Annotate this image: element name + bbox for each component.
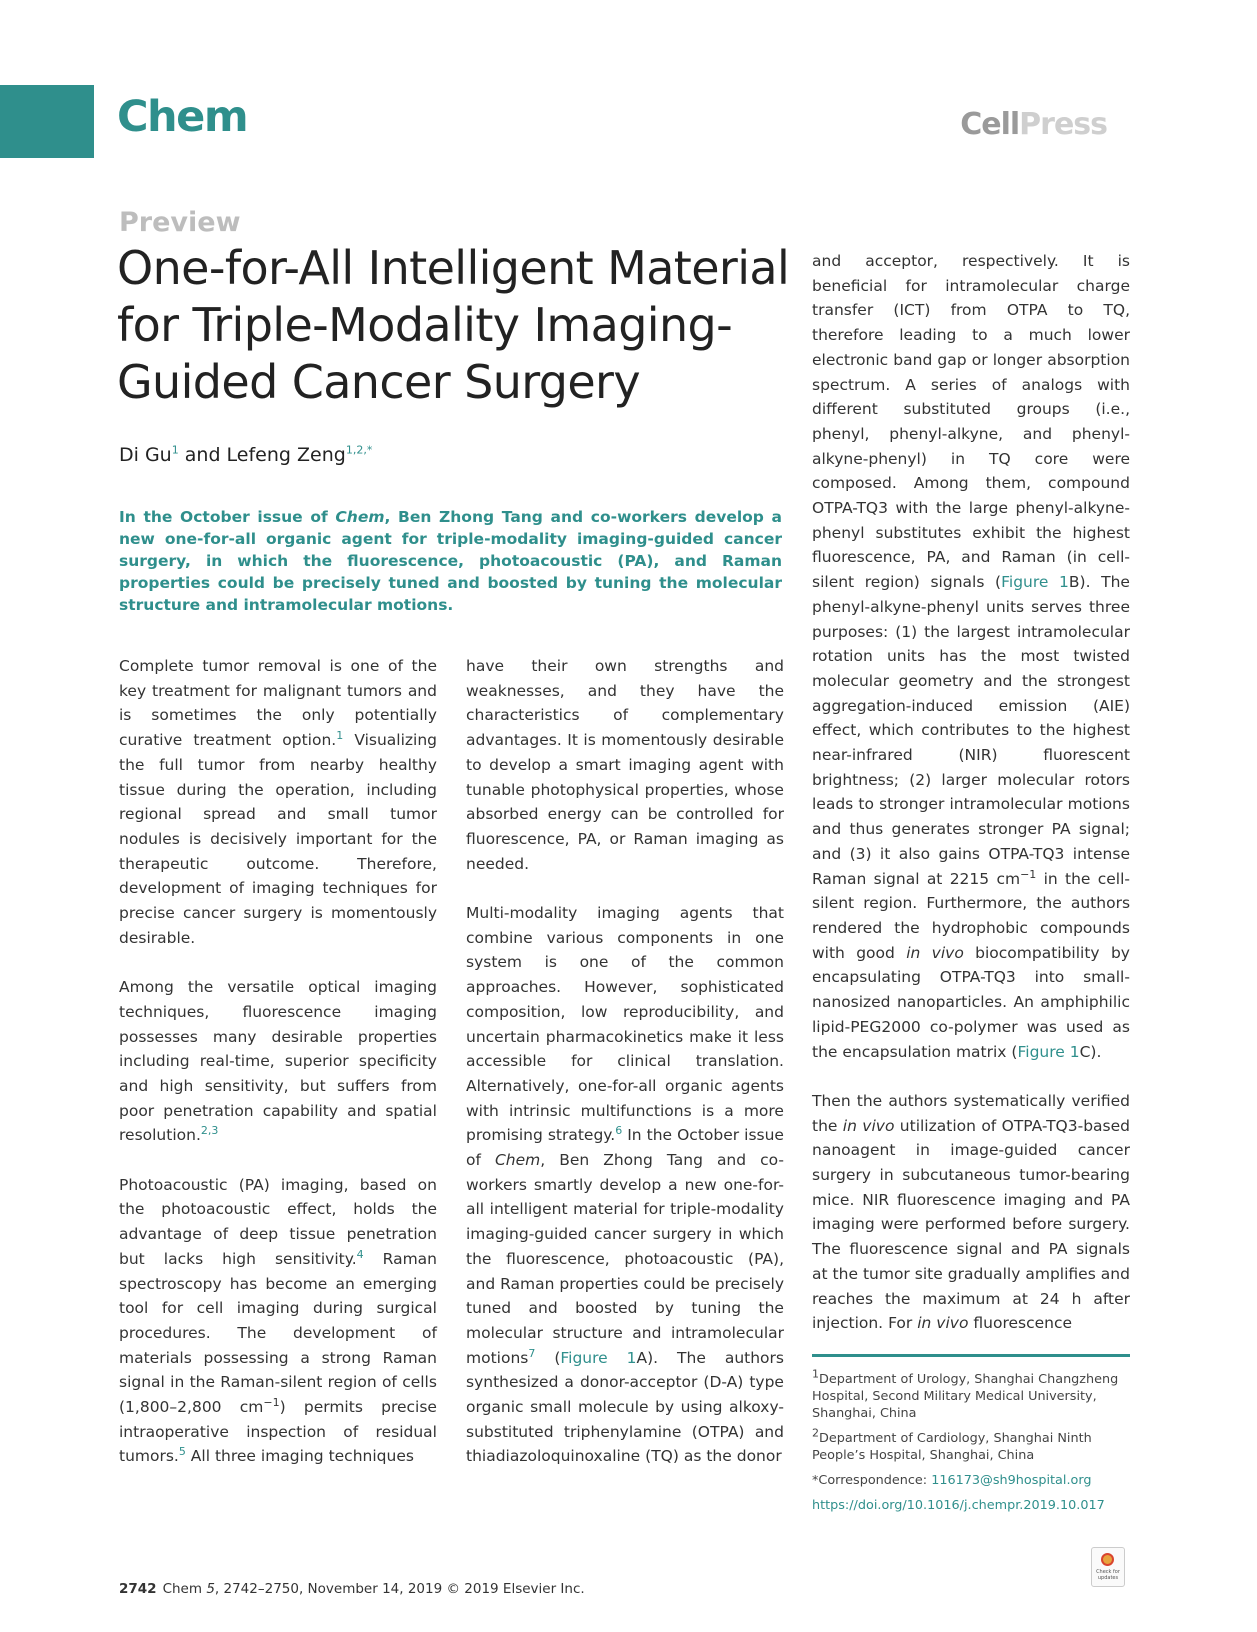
reference-link[interactable]: 6	[615, 1124, 623, 1138]
author-line	[119, 444, 372, 466]
email-link[interactable]: 116173@sh9hospital.org	[931, 1473, 1092, 1488]
body-paragraph: Among the versatile optical imaging techniques, fluorescence imaging possesses many desirable properties including real-time, superior specificity and high sensitivity, but suffers from poor penetration capability and spatial resolution.$^{2,3}$	[119, 978, 438, 1145]
update-badge-icon	[1101, 1553, 1114, 1566]
body-column-3	[812, 249, 1131, 1333]
publisher-logo-part2: Press	[1019, 107, 1107, 142]
reference-link[interactable]: 5	[178, 1445, 186, 1459]
affiliation-note: $^2$Department of Cardiology, Shanghai Ninth People’s Hospital, Shanghai, China	[812, 1426, 1092, 1463]
author-name: Lefeng Zeng	[226, 444, 346, 466]
figure-link[interactable]: Figure 1	[1017, 1042, 1080, 1061]
journal-name: Chem	[117, 92, 248, 142]
figure-link[interactable]: Figure 1	[1001, 573, 1069, 592]
author-name: Di Gu	[119, 444, 172, 466]
article-title: One-for-All Intelligent Material for Triple-Modality Imaging-Guided Cancer Surgery	[117, 241, 790, 409]
page-number: 2742	[119, 1581, 157, 1597]
author-separator: and	[178, 444, 227, 466]
summary-paragraph: In the October issue of Chem, Ben Zhong Tang and co-workers develop a new one-for-all organic agent for triple-modality imaging-guided cancer surgery, in which the fluorescence, photoacoustic (PA), and Raman properties could be precisely tuned and boosted by tuning the molecular structure and intramolecular motions.	[119, 508, 782, 614]
body-paragraph: and acceptor, respectively. It is beneficial for intramolecular charge transfer (ICT) from OTPA to TQ, therefore leading to a much lower electronic band gap or longer absorption spectrum. A series of analogs with different substituted groups (i.e., phenyl, phenyl-alkyne, and phenyl-alkyne-phenyl) in TQ core were composed. Among them, compound OTPA-TQ3 with the large phenyl-alkyne-phenyl substitutes exhibit the highest fluorescence, PA, and Raman (in cell-silent region) signals (Figure 1B). The phenyl-alkyne-phenyl units serves three purposes: (1) the largest intramolecular rotation units has the most twisted molecular geometry and the strongest aggregation-induced emission (AIE) effect, which contributes to the highest near-infrared (NIR) fluorescent brightness; (2) larger molecular rotors leads to stronger intramolecular motions and thus generates stronger PA signal; and (3) it also gains OTPA-TQ3 intense Raman signal at 2215 $cm^{-1}$ in the cell-silent region. Furthermore, the authors rendered the hydrophobic compounds with good in vivo biocompatibility by encapsulating OTPA-TQ3 into small-nanosized nanoparticles. An amphiphilic lipid-PEG2000 co-polymer was used as the encapsulation matrix (Figure 1C).	[812, 252, 1131, 1061]
journal-color-block	[0, 85, 94, 158]
correspondence-link[interactable]: *	[366, 443, 373, 457]
body-paragraph: Then the authors systematically verified the in vivo utilization of OTPA-TQ3-based nanoagent in image-guided cancer surgery in subcutaneous tumor-bearing mice. NIR fluorescence imaging and PA imaging were performed before surgery. The fluorescence signal and PA signals at the tumor site gradually amplifies and reaches the maximum at 24 h after injection. For in vivo fluorescence	[812, 1091, 1131, 1333]
reference-link[interactable]: 4	[356, 1247, 364, 1261]
reference-link[interactable]: 1	[336, 728, 344, 742]
body-paragraph: Complete tumor removal is one of the key treatment for malignant tumors and is sometimes the only potentially curative treatment option.$^1$ Visualizing the full tumor from nearby healthy tissue during the operation, including regional spread and small tumor nodules is decisively important for the therapeutic outcome. Therefore, development of imaging techniques for precise cancer surgery is momentously desirable.	[119, 657, 437, 947]
affiliation-link[interactable]: 1,2,	[345, 443, 367, 457]
affiliation-link[interactable]: 1	[171, 443, 179, 457]
reference-link[interactable]: 7	[528, 1346, 536, 1360]
check-for-updates-badge[interactable]: Check for updates	[1091, 1547, 1125, 1587]
affiliation-note: $^1$Department of Urology, Shanghai Changzheng Hospital, Second Military Medical University, Shanghai, China	[812, 1367, 1119, 1421]
body-paragraph: Multi-modality imaging agents that combine various components in one system is one of the common approaches. However, sophisticated composition, low reproducibility, and uncertain pharmacokinetics make it less accessible for clinical translation. Alternatively, one-for-all organic agents with intrinsic multifunctions is a more promising strategy.$^6$ In the October issue of Chem, Ben Zhong Tang and co-workers smartly develop a new one-for-all intelligent material for triple-modality imaging-guided cancer surgery in which the fluorescence, photoacoustic (PA), and Raman properties could be precisely tuned and boosted by tuning the molecular structure and intramolecular motions$^7$ (Figure 1A). The authors synthesized a donor-acceptor (D-A) type organic small molecule by using alkoxy-substituted triphenylamine (OTPA) and thiadiazoloquinoxaline (TQ) as the donor	[466, 904, 785, 1466]
footnotes	[812, 1354, 1130, 1522]
publisher-logo-part1: Cell	[960, 107, 1020, 142]
correspondence-note: *Correspondence: 116173@sh9hospital.org	[812, 1473, 1092, 1488]
doi-note	[812, 1497, 1130, 1514]
publisher-logo	[960, 107, 1107, 142]
doi-link[interactable]: https://doi.org/10.1016/j.chempr.2019.10.017	[812, 1498, 1105, 1513]
article-type: Preview	[119, 207, 241, 238]
body-column-2	[466, 654, 784, 1495]
figure-link[interactable]: Figure 1	[560, 1348, 637, 1367]
body-paragraph: Photoacoustic (PA) imaging, based on the photoacoustic effect, holds the advantage of deep tissue penetration but lacks high sensitivity.$^4$ Raman spectroscopy has become an emerging tool for cell imaging during surgical procedures. The development of materials possessing a strong Raman signal in the Raman-silent region of cells (1,800–2,800 $cm^{-1}$) permits precise intraoperative inspection of residual tumors.$^5$ All three imaging techniques	[119, 1175, 438, 1466]
reference-link[interactable]: 2,3	[200, 1124, 219, 1138]
body-column-1	[119, 654, 437, 1495]
body-paragraph: have their own strengths and weaknesses, and they have the characteristics of complementary advantages. It is momentously desirable to develop a smart imaging agent with tunable photophysical properties, whose absorbed energy can be controlled for fluorescence, PA, or Raman imaging as needed.	[466, 657, 785, 873]
page-footer: 2742 Chem 5, 2742–2750, November 14, 2019 © 2019 Elsevier Inc.	[119, 1581, 585, 1597]
